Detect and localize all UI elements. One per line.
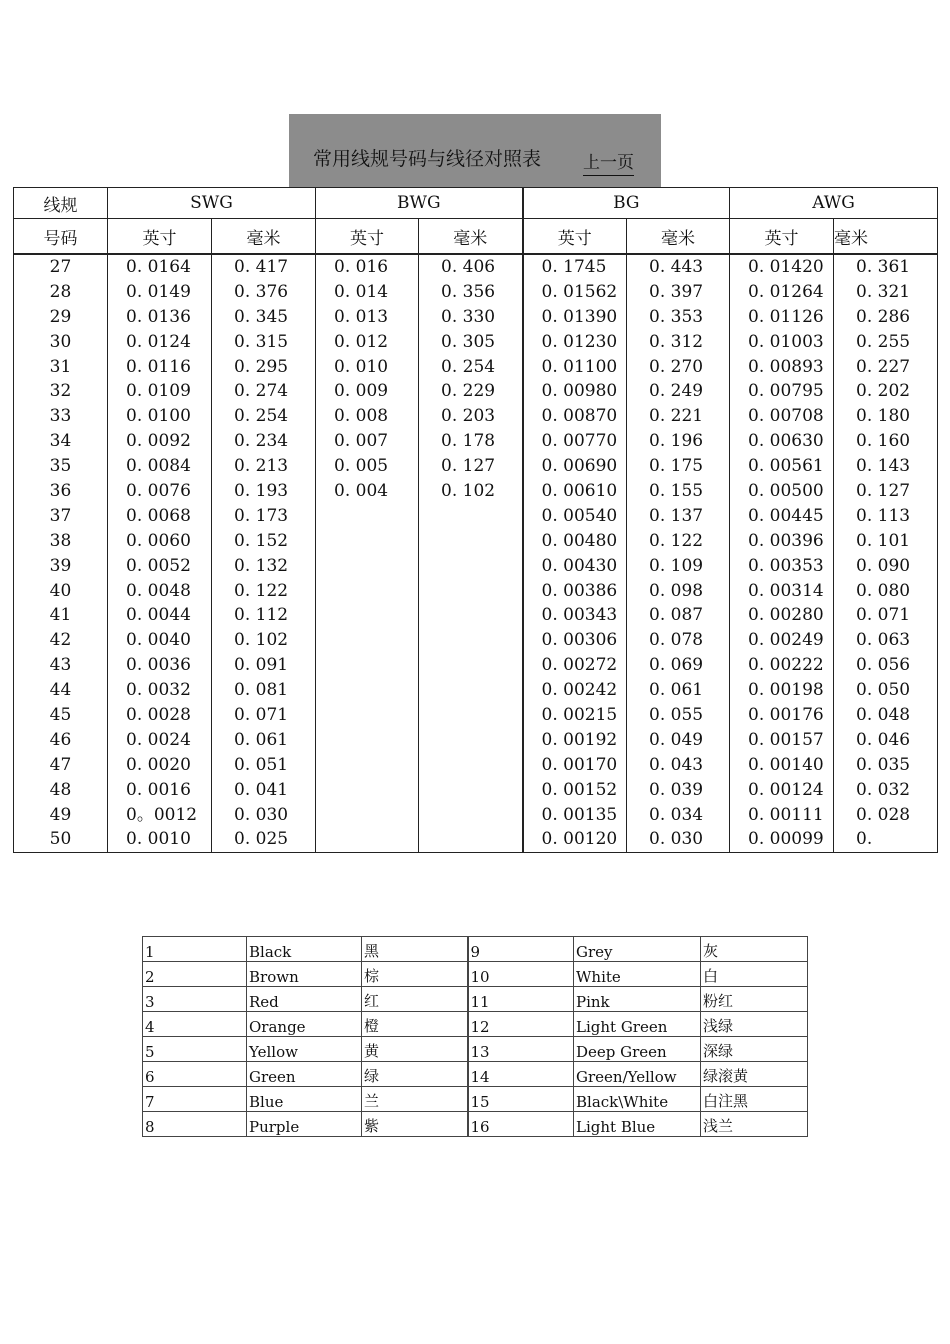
awg-inch-value: 0. 01126 — [748, 306, 824, 327]
awg-inch-value: 0. 00249 — [748, 630, 824, 651]
awg-inch-value: 0. 00353 — [748, 555, 824, 576]
color-name-cn: 白注黑 — [701, 1087, 808, 1112]
color-name-cn: 浅兰 — [701, 1112, 808, 1137]
color-name-cn: 棕 — [362, 962, 468, 987]
swg-inch-value: 0. 0164 — [126, 257, 191, 277]
bg-inch-value: 0. 00386 — [541, 580, 618, 601]
bg-mm-value: 0. 087 — [649, 605, 704, 626]
swg-mm-value: 0. 112 — [234, 605, 289, 626]
awg-mm-value: 0. 321 — [856, 281, 911, 302]
bg-inch-value: 0. 01562 — [541, 281, 618, 302]
bg-mm-value: 0. 443 — [649, 257, 704, 277]
swg-mm-value: 0. 254 — [234, 406, 289, 427]
bg-inch-value: 0. 00272 — [541, 655, 618, 676]
color-number: 15 — [468, 1087, 574, 1112]
gauge-number: 30 — [49, 331, 72, 352]
bwg-inch-value: 0. 005 — [334, 456, 389, 477]
swg-mm-value: 0. 315 — [234, 331, 289, 352]
awg-inch-value: 0. 01420 — [748, 257, 824, 277]
swg-inch-value: 0. 0109 — [126, 381, 191, 402]
color-number: 1 — [143, 937, 247, 962]
bg-mm-value: 0. 353 — [649, 306, 704, 327]
bg-mm-value: 0. 039 — [649, 779, 704, 800]
swg-mm-value: 0. 041 — [234, 779, 289, 800]
awg-mm-value: 0. 101 — [856, 530, 911, 551]
swg-inch-value: 0. 0124 — [126, 331, 191, 352]
swg-mm-value: 0. 417 — [234, 257, 289, 277]
swg-inch-value: 0. 0040 — [126, 630, 191, 651]
bg-mm-value: 0. 069 — [649, 655, 704, 676]
color-number: 13 — [468, 1037, 574, 1062]
awg-inch-value: 0. 01264 — [748, 281, 824, 302]
bg-inch-value: 0. 00980 — [541, 381, 618, 402]
awg-inch-value: 0. 00630 — [748, 431, 824, 452]
awg-mm-value: 0. 286 — [856, 306, 911, 327]
bg-inch-value: 0. 00540 — [541, 505, 618, 526]
gauge-number: 40 — [49, 580, 72, 601]
bg-mm-value: 0. 312 — [649, 331, 704, 352]
color-name-cn: 黑 — [362, 937, 468, 962]
bwg-inch-value: 0. 013 — [334, 306, 389, 327]
wire-gauge-table — [13, 187, 938, 853]
color-number: 14 — [468, 1062, 574, 1087]
color-number: 2 — [143, 962, 247, 987]
bg-inch-value: 0. 00610 — [541, 481, 618, 502]
color-number: 12 — [468, 1012, 574, 1037]
color-number: 9 — [468, 937, 574, 962]
color-name-en: Light Green — [574, 1012, 701, 1037]
awg-inch-value: 0. 00280 — [748, 605, 824, 626]
swg-inch-value: 0. 0032 — [126, 680, 191, 701]
awg-inch-value: 0. 00893 — [748, 356, 824, 377]
awg-mm-value: 0. 255 — [856, 331, 911, 352]
gauge-number: 35 — [49, 456, 72, 477]
awg-inch-value: 0. 00396 — [748, 530, 824, 551]
swg-inch-value: 0. 0136 — [126, 306, 191, 327]
bg-mm-value: 0. 034 — [649, 804, 704, 825]
swg-mm-value: 0. 102 — [234, 630, 289, 651]
bg-mm-column — [627, 254, 730, 853]
color-name-cn: 兰 — [362, 1087, 468, 1112]
color-name-en: Brown — [247, 962, 362, 987]
bg-inch-value: 0. 00306 — [541, 630, 618, 651]
color-name-en: Black — [247, 937, 362, 962]
bwg-inch-value: 0. 012 — [334, 331, 389, 352]
color-name-cn: 白 — [701, 962, 808, 987]
bwg-inch-column — [316, 254, 419, 853]
previous-page-link[interactable]: 上一页 — [583, 148, 634, 176]
color-name-en: White — [574, 962, 701, 987]
bg-header: BG — [523, 188, 730, 219]
gauge-number: 43 — [49, 655, 72, 676]
awg-mm-value: 0. 127 — [856, 481, 911, 502]
awg-mm-value: 0. 063 — [856, 630, 911, 651]
bg-inch-value: 0. 00170 — [541, 754, 618, 775]
bg-inch-value: 0. 00870 — [541, 406, 618, 427]
bwg-inch-value: 0. 016 — [334, 257, 389, 277]
swg-inch-value: 0. 0020 — [126, 754, 191, 775]
swg-mm-value: 0. 345 — [234, 306, 289, 327]
awg-mm-value: 0. — [856, 829, 873, 850]
gauge-number: 29 — [49, 306, 72, 327]
bg-inch-value: 0. 00242 — [541, 680, 618, 701]
bg-mm-value: 0. 196 — [649, 431, 704, 452]
bg-inch-value: 0. 01100 — [541, 356, 618, 377]
color-name-cn: 绿 — [362, 1062, 468, 1087]
color-row — [143, 937, 808, 962]
bg-inch-value: 0. 01390 — [541, 306, 618, 327]
swg-mm-value: 0. 081 — [234, 680, 289, 701]
swg-mm-value: 0. 213 — [234, 456, 289, 477]
swg-mm-value: 0. 061 — [234, 729, 289, 750]
swg-mm-value: 0. 234 — [234, 431, 289, 452]
swg-inch-value: 0. 0024 — [126, 729, 191, 750]
awg-inch-value: 0. 00176 — [748, 705, 824, 726]
swg-inch-value: 0。0012 — [126, 804, 198, 825]
bg-mm-value: 0. 175 — [649, 456, 704, 477]
swg-inch-value: 0. 0100 — [126, 406, 191, 427]
color-name-cn: 绿滚黄 — [701, 1062, 808, 1087]
bg-inch-value: 0. 00152 — [541, 779, 618, 800]
awg-mm-value: 0. 361 — [856, 257, 911, 277]
bwg-mm-value: 0. 330 — [441, 306, 496, 327]
gauge-label-bottom: 号码 — [14, 219, 108, 255]
swg-header: SWG — [108, 188, 316, 219]
page-title: 常用线规号码与线径对照表 — [313, 148, 542, 170]
swg-mm-column — [212, 254, 316, 853]
swg-inch-value: 0. 0036 — [126, 655, 191, 676]
awg-mm-value: 0. 080 — [856, 580, 911, 601]
bg-mm-value: 0. 030 — [649, 829, 704, 850]
swg-mm-value: 0. 295 — [234, 356, 289, 377]
awg-inch-value: 0. 00157 — [748, 729, 824, 750]
gauge-number-column — [14, 254, 108, 853]
swg-inch-value: 0. 0052 — [126, 555, 191, 576]
color-name-en: Light Blue — [574, 1112, 701, 1137]
bwg-mm-value: 0. 406 — [441, 257, 496, 277]
bg-inch-column — [523, 254, 627, 853]
gauge-number: 44 — [49, 680, 72, 701]
swg-inch-value: 0. 0048 — [126, 580, 191, 601]
bwg-mm-value: 0. 102 — [441, 481, 496, 502]
bg-mm-value: 0. 078 — [649, 630, 704, 651]
color-row — [143, 1012, 808, 1037]
awg-inch-value: 0. 00198 — [748, 680, 824, 701]
bwg-inch-value: 0. 007 — [334, 431, 389, 452]
bwg-mm-value: 0. 305 — [441, 331, 496, 352]
gauge-number: 41 — [49, 605, 72, 626]
color-row — [143, 962, 808, 987]
swg-inch-value: 0. 0016 — [126, 779, 191, 800]
bwg-mm-column — [419, 254, 523, 853]
gauge-number: 49 — [49, 804, 72, 825]
color-number: 7 — [143, 1087, 247, 1112]
color-row — [143, 1037, 808, 1062]
bg-inch-value: 0. 00690 — [541, 456, 618, 477]
awg-mm-value: 0. 050 — [856, 680, 911, 701]
awg-inch-value: 0. 01003 — [748, 331, 824, 352]
awg-inch-value: 0. 00561 — [748, 456, 824, 477]
color-row — [143, 1087, 808, 1112]
color-row — [143, 987, 808, 1012]
gauge-number: 32 — [49, 381, 72, 402]
swg-mm-value: 0. 376 — [234, 281, 289, 302]
wire-color-table — [142, 936, 808, 1137]
awg-mm-value: 0. 227 — [856, 356, 911, 377]
awg-inch-header: 英寸 — [730, 219, 834, 255]
awg-inch-value: 0. 00140 — [748, 754, 824, 775]
color-name-en: Deep Green — [574, 1037, 701, 1062]
color-name-en: Grey — [574, 937, 701, 962]
swg-mm-value: 0. 030 — [234, 804, 289, 825]
bwg-mm-value: 0. 229 — [441, 381, 496, 402]
gauge-number: 31 — [49, 356, 72, 377]
bg-mm-value: 0. 270 — [649, 356, 704, 377]
color-name-en: Orange — [247, 1012, 362, 1037]
bwg-mm-value: 0. 203 — [441, 406, 496, 427]
awg-mm-value: 0. 028 — [856, 804, 911, 825]
bg-mm-value: 0. 249 — [649, 381, 704, 402]
swg-inch-value: 0. 0149 — [126, 281, 191, 302]
bg-inch-value: 0. 00770 — [541, 431, 618, 452]
bwg-inch-header: 英寸 — [316, 219, 419, 255]
swg-inch-value: 0. 0060 — [126, 530, 191, 551]
gauge-number: 37 — [49, 505, 72, 526]
bwg-mm-value: 0. 356 — [441, 281, 496, 302]
color-name-cn: 浅绿 — [701, 1012, 808, 1037]
gauge-number: 27 — [49, 257, 72, 277]
color-name-en: Red — [247, 987, 362, 1012]
swg-inch-value: 0. 0076 — [126, 481, 191, 502]
color-row — [143, 1112, 808, 1137]
awg-inch-value: 0. 00795 — [748, 381, 824, 402]
bg-inch-value: 0. 01230 — [541, 331, 618, 352]
gauge-number: 39 — [49, 555, 72, 576]
swg-mm-value: 0. 152 — [234, 530, 289, 551]
gauge-number: 34 — [49, 431, 72, 452]
gauge-number: 28 — [49, 281, 72, 302]
bg-inch-value: 0. 00135 — [541, 804, 618, 825]
swg-mm-value: 0. 025 — [234, 829, 289, 850]
bwg-inch-value: 0. 004 — [334, 481, 389, 502]
swg-mm-value: 0. 051 — [234, 754, 289, 775]
color-name-cn: 黄 — [362, 1037, 468, 1062]
color-name-en: Blue — [247, 1087, 362, 1112]
swg-mm-value: 0. 071 — [234, 705, 289, 726]
bg-mm-value: 0. 397 — [649, 281, 704, 302]
gauge-label-top: 线规 — [14, 188, 108, 219]
awg-header: AWG — [730, 188, 938, 219]
swg-mm-value: 0. 274 — [234, 381, 289, 402]
gauge-number: 42 — [49, 630, 72, 651]
awg-mm-value: 0. 180 — [856, 406, 911, 427]
awg-mm-value: 0. 046 — [856, 729, 911, 750]
color-number: 4 — [143, 1012, 247, 1037]
color-number: 3 — [143, 987, 247, 1012]
color-number: 6 — [143, 1062, 247, 1087]
gauge-number: 45 — [49, 705, 72, 726]
swg-inch-value: 0. 0092 — [126, 431, 191, 452]
bwg-inch-value: 0. 008 — [334, 406, 389, 427]
bg-mm-value: 0. 098 — [649, 580, 704, 601]
gauge-number: 38 — [49, 530, 72, 551]
color-number: 10 — [468, 962, 574, 987]
gauge-number: 47 — [49, 754, 72, 775]
color-name-en: Purple — [247, 1112, 362, 1137]
bwg-mm-value: 0. 127 — [441, 456, 496, 477]
awg-mm-value: 0. 056 — [856, 655, 911, 676]
awg-inch-value: 0. 00124 — [748, 779, 824, 800]
swg-inch-header: 英寸 — [108, 219, 212, 255]
awg-mm-value: 0. 032 — [856, 779, 911, 800]
color-number: 5 — [143, 1037, 247, 1062]
awg-mm-value: 0. 160 — [856, 431, 911, 452]
awg-mm-value: 0. 202 — [856, 381, 911, 402]
swg-inch-value: 0. 0116 — [126, 356, 191, 377]
bg-inch-value: 0. 00192 — [541, 729, 618, 750]
bwg-inch-value: 0. 010 — [334, 356, 389, 377]
swg-inch-value: 0. 0028 — [126, 705, 191, 726]
bwg-mm-header: 毫米 — [419, 219, 523, 255]
awg-inch-column — [730, 254, 834, 853]
bwg-inch-value: 0. 009 — [334, 381, 389, 402]
bg-inch-value: 0. 00480 — [541, 530, 618, 551]
bwg-mm-value: 0. 254 — [441, 356, 496, 377]
bg-inch-value: 0. 1745 — [541, 257, 607, 277]
bg-inch-value: 0. 00120 — [541, 829, 618, 850]
color-name-en: Pink — [574, 987, 701, 1012]
bg-mm-value: 0. 155 — [649, 481, 704, 502]
awg-mm-value: 0. 090 — [856, 555, 911, 576]
bg-mm-value: 0. 043 — [649, 754, 704, 775]
awg-mm-header: 毫米 — [834, 219, 938, 255]
awg-inch-value: 0. 00314 — [748, 580, 824, 601]
gauge-number: 46 — [49, 729, 72, 750]
bg-inch-value: 0. 00430 — [541, 555, 618, 576]
gauge-number: 50 — [49, 829, 72, 850]
awg-mm-column — [834, 254, 938, 853]
color-number: 8 — [143, 1112, 247, 1137]
swg-mm-value: 0. 122 — [234, 580, 289, 601]
awg-mm-value: 0. 071 — [856, 605, 911, 626]
bg-mm-value: 0. 137 — [649, 505, 704, 526]
color-name-en: Black\White — [574, 1087, 701, 1112]
color-name-en: Yellow — [247, 1037, 362, 1062]
bg-mm-value: 0. 221 — [649, 406, 704, 427]
gauge-number: 48 — [49, 779, 72, 800]
awg-inch-value: 0. 00500 — [748, 481, 824, 502]
color-number: 16 — [468, 1112, 574, 1137]
color-name-en: Green/Yellow — [574, 1062, 701, 1087]
bwg-inch-value: 0. 014 — [334, 281, 389, 302]
bwg-mm-value: 0. 178 — [441, 431, 496, 452]
color-row — [143, 1062, 808, 1087]
gauge-number: 36 — [49, 481, 72, 502]
bg-mm-value: 0. 109 — [649, 555, 704, 576]
title-banner — [289, 114, 661, 188]
swg-inch-value: 0. 0010 — [126, 829, 191, 850]
bg-inch-value: 0. 00215 — [541, 705, 618, 726]
awg-inch-value: 0. 00222 — [748, 655, 824, 676]
bwg-header: BWG — [316, 188, 523, 219]
color-number: 11 — [468, 987, 574, 1012]
awg-mm-value: 0. 113 — [856, 505, 911, 526]
awg-mm-value: 0. 143 — [856, 456, 911, 477]
color-name-cn: 橙 — [362, 1012, 468, 1037]
awg-inch-value: 0. 00445 — [748, 505, 824, 526]
awg-inch-value: 0. 00099 — [748, 829, 824, 850]
bg-mm-header: 毫米 — [627, 219, 730, 255]
swg-mm-value: 0. 193 — [234, 481, 289, 502]
swg-mm-value: 0. 091 — [234, 655, 289, 676]
swg-inch-value: 0. 0084 — [126, 456, 191, 477]
color-name-cn: 灰 — [701, 937, 808, 962]
bg-mm-value: 0. 049 — [649, 729, 704, 750]
bg-mm-value: 0. 055 — [649, 705, 704, 726]
swg-mm-header: 毫米 — [212, 219, 316, 255]
color-name-cn: 粉红 — [701, 987, 808, 1012]
awg-mm-value: 0. 035 — [856, 754, 911, 775]
swg-inch-value: 0. 0068 — [126, 505, 191, 526]
color-name-cn: 红 — [362, 987, 468, 1012]
bg-mm-value: 0. 061 — [649, 680, 704, 701]
color-name-cn: 紫 — [362, 1112, 468, 1137]
bg-mm-value: 0. 122 — [649, 530, 704, 551]
awg-inch-value: 0. 00111 — [748, 804, 824, 825]
awg-mm-value: 0. 048 — [856, 705, 911, 726]
swg-mm-value: 0. 173 — [234, 505, 289, 526]
swg-inch-column — [108, 254, 212, 853]
swg-inch-value: 0. 0044 — [126, 605, 191, 626]
bg-inch-header: 英寸 — [523, 219, 627, 255]
awg-inch-value: 0. 00708 — [748, 406, 824, 427]
swg-mm-value: 0. 132 — [234, 555, 289, 576]
color-name-en: Green — [247, 1062, 362, 1087]
gauge-number: 33 — [49, 406, 72, 427]
color-name-cn: 深绿 — [701, 1037, 808, 1062]
bg-inch-value: 0. 00343 — [541, 605, 618, 626]
